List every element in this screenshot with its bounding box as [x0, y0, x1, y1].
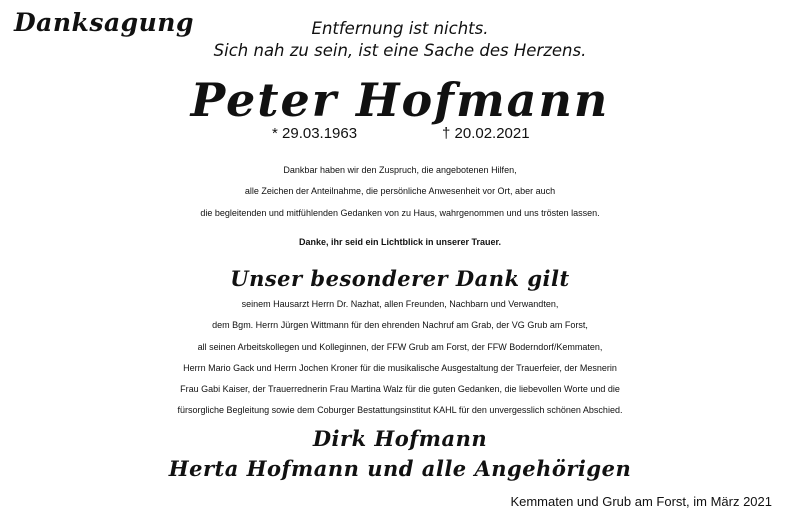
text-line: alle Zeichen der Anteilnahme, die persönliche Anwesenheit vor Ort, aber auch: [244, 186, 556, 197]
text-line: die begleitenden und mitfühlenden Gedanken von zu Haus, wahrgenommen und uns trösten lassen.: [200, 207, 600, 218]
text-line: fürsorgliche Begleitung sowie dem Coburger Bestattungsinstitut KAHL für den unvergesslich schönen Abschied.: [177, 405, 623, 416]
death-date: † 20.02.2021: [442, 125, 530, 142]
birth-date: * 29.03.1963: [272, 125, 358, 142]
special-thanks-paragraph: [0, 294, 800, 422]
signature-family: Herta Hofmann und alle Angehörigen: [168, 456, 632, 481]
text-line: Herrn Mario Gack und Herrn Jochen Kroner für die musikalische Ausgestaltung der Trauerfeier, der Mesnerin: [183, 362, 617, 373]
text-line: dem Bgm. Herrn Jürgen Wittmann für den ehrenden Nachruf am Grab, der VG Grub am Forst,: [212, 320, 588, 331]
text-line: Dankbar haben wir den Zuspruch, die angebotenen Hilfen,: [283, 165, 517, 175]
place-and-date: Kemmaten und Grub am Forst, im März 2021: [510, 494, 772, 509]
deceased-name: Peter Hofmann: [190, 73, 610, 127]
motto-line: Sich nah zu sein, ist eine Sache des Herzens.: [213, 41, 587, 60]
text-line: all seinen Arbeitskollegen und Kolleginnen, der FFW Grub am Forst, der FFW Boderndorf/Kemmaten,: [197, 341, 603, 352]
special-thanks-heading: Unser besonderer Dank gilt: [230, 266, 570, 291]
thanks-paragraph: [0, 160, 800, 224]
lichtblick-line: Danke, ihr seid ein Lichtblick in unserer Trauer.: [298, 237, 502, 247]
signature-dirk: Dirk Hofmann: [312, 426, 488, 451]
motto-quote: [190, 18, 610, 62]
text-line: seinem Hausarzt Herrn Dr. Nazhat, allen Freunden, Nachbarn und Verwandten,: [241, 299, 559, 309]
notice-heading: Danksagung: [14, 8, 194, 37]
motto-line: Entfernung ist nichts.: [311, 19, 489, 38]
text-line: Frau Gabi Kaiser, der Trauerrednerin Frau Martina Walz für die guten Gedanken, die liebevollen Worte und die: [180, 384, 620, 395]
